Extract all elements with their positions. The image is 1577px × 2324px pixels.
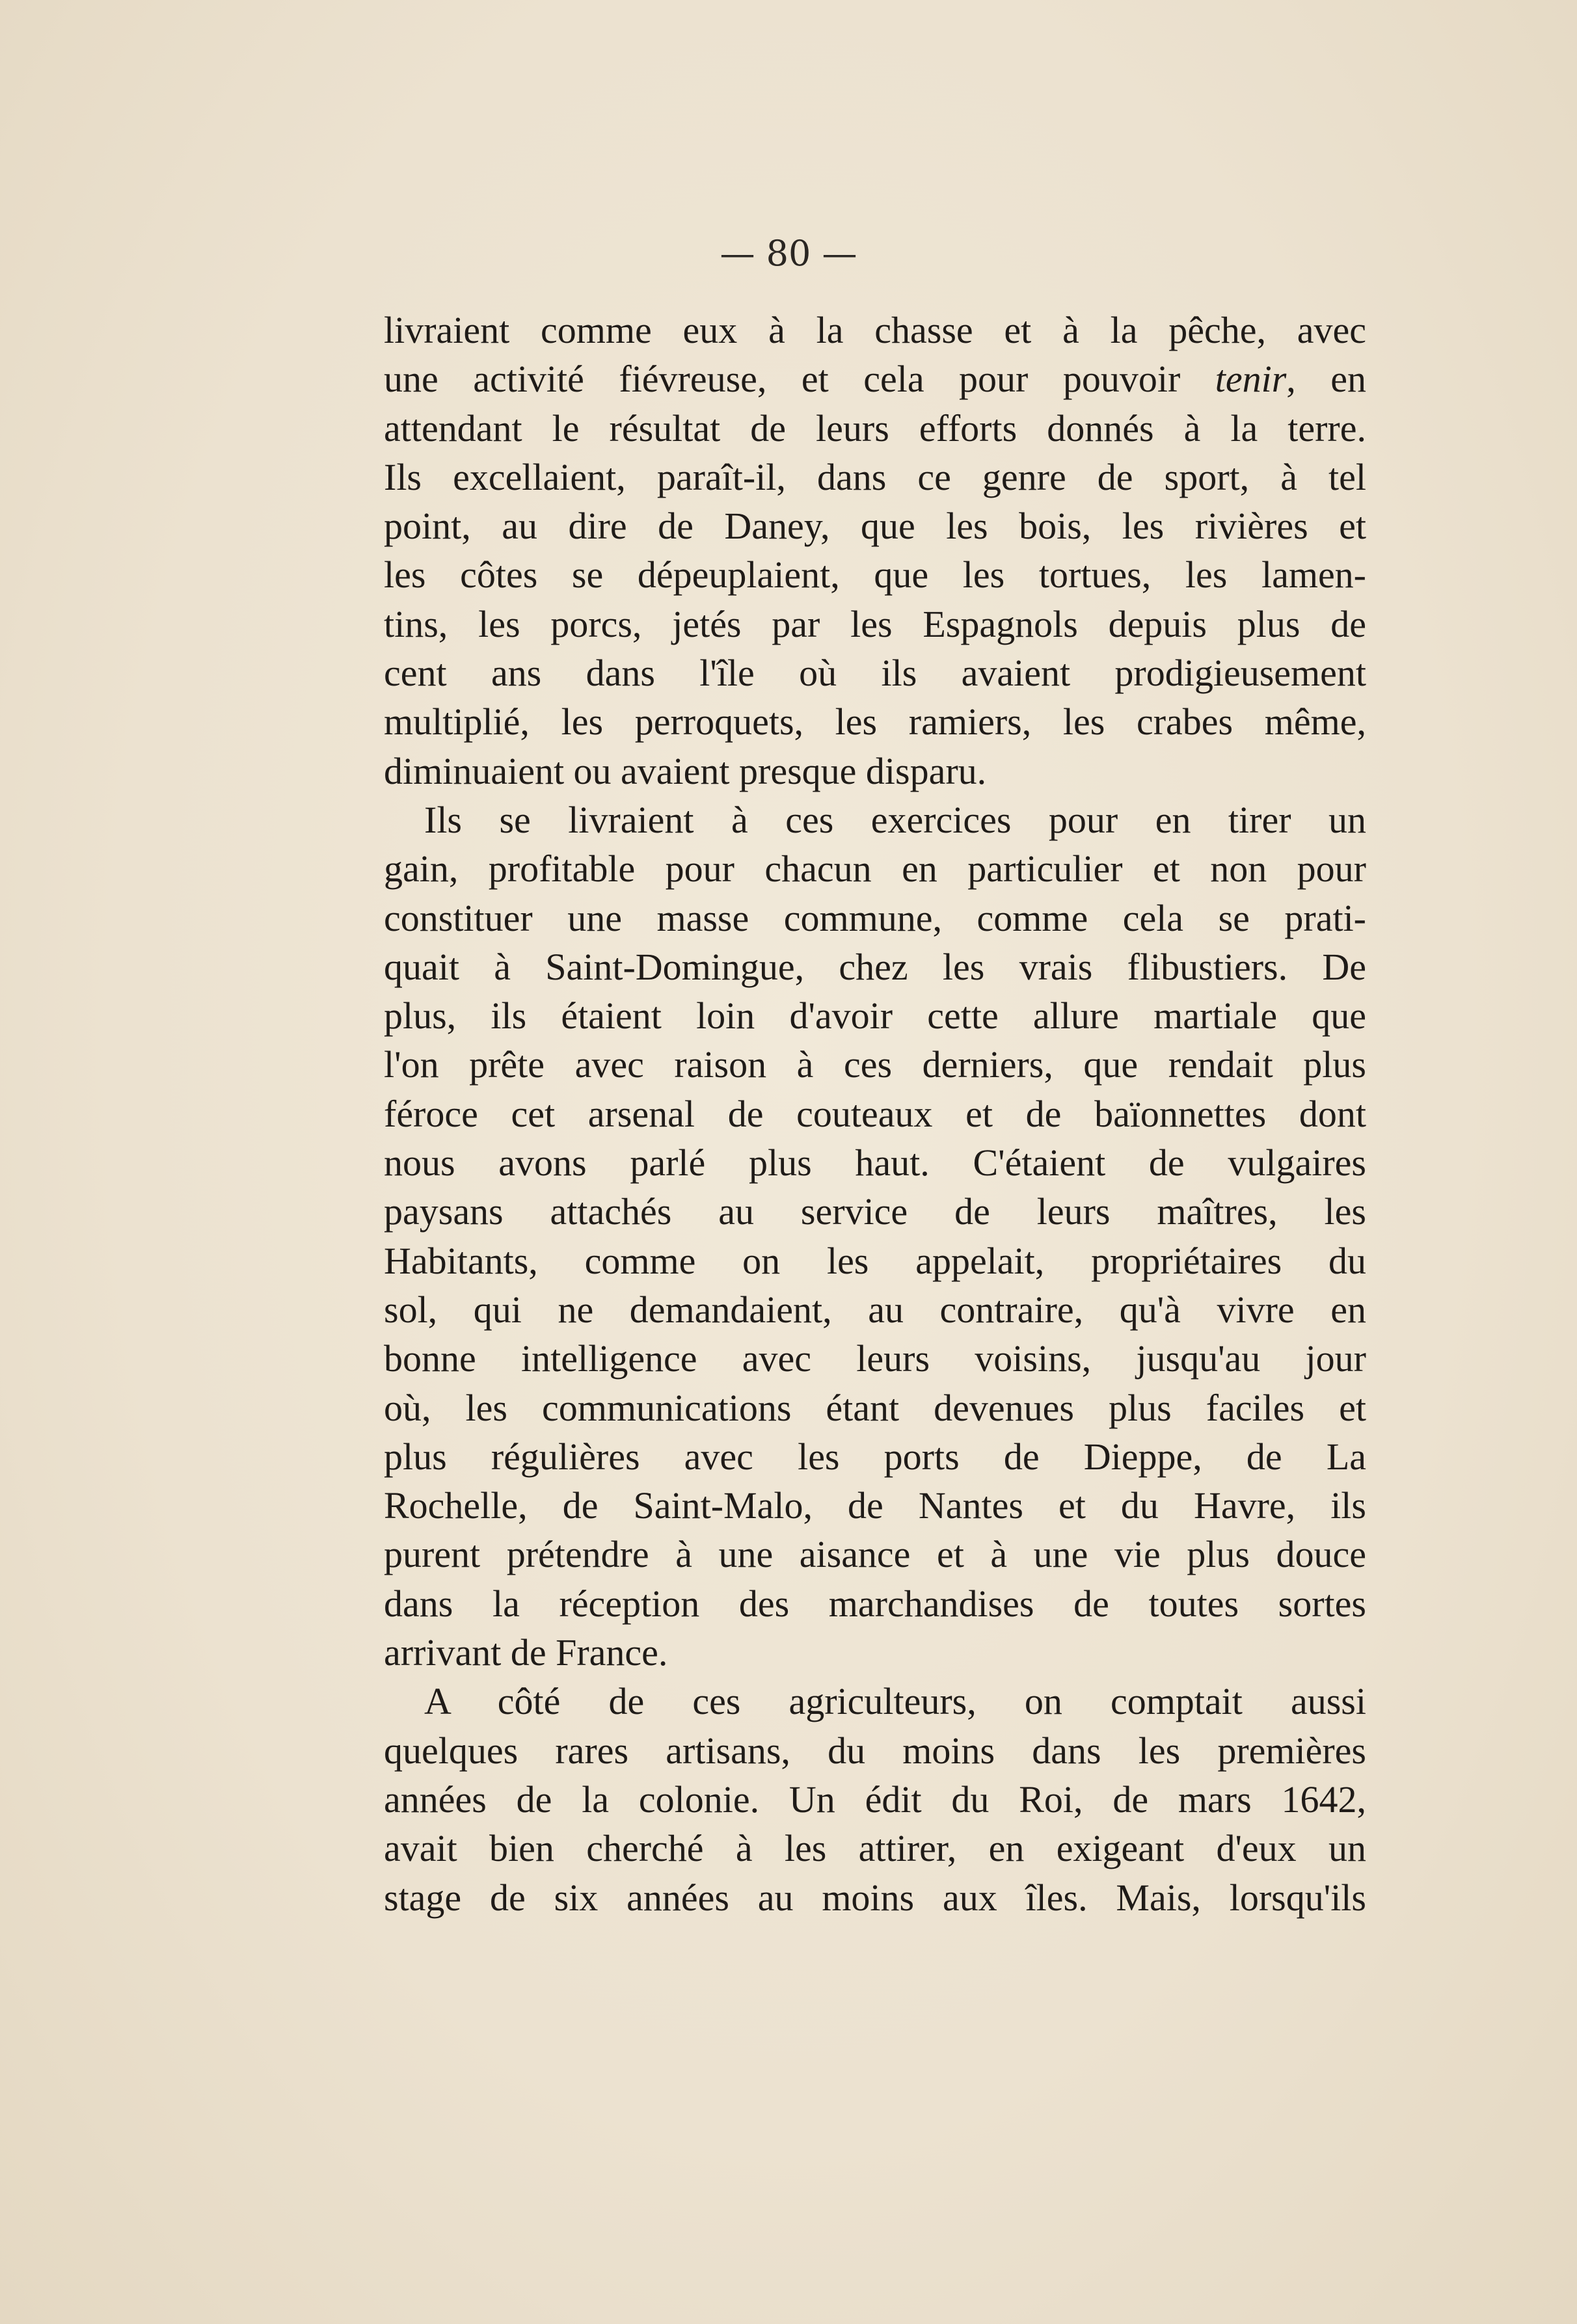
text-line: gain, profitable pour chacun en particulier et non pour bbox=[384, 848, 1366, 890]
text-line: les côtes se dépeuplaient, que les tortues, les lamen- bbox=[384, 554, 1366, 596]
text-line: quelques rares artisans, du moins dans les premières bbox=[384, 1729, 1366, 1772]
text-line: Ils excellaient, paraît-il, dans ce genre de sport, à tel bbox=[384, 455, 1366, 498]
text-line: Rochelle, de Saint-Malo, de Nantes et du Havre, ils bbox=[384, 1484, 1366, 1527]
text-line: diminuaient ou avaient presque disparu. bbox=[384, 749, 987, 792]
text-line-with-italic bbox=[384, 354, 1366, 403]
text-line: quait à Saint-Domingue, chez les vrais flibustiers. De bbox=[384, 945, 1366, 988]
text-line: paysans attachés au service de leurs maîtres, les bbox=[384, 1190, 1366, 1233]
text-line: féroce cet arsenal de couteaux et de baïonnettes dont bbox=[384, 1092, 1366, 1135]
body-text bbox=[384, 306, 1366, 1922]
text-line: constituer une masse commune, comme cela se prati- bbox=[384, 896, 1366, 939]
text-line: où, les communications étant devenues plus faciles et bbox=[384, 1386, 1366, 1429]
text-line: Ils se livraient à ces exercices pour en tirer un bbox=[424, 798, 1366, 841]
page-number: — 80 — bbox=[720, 233, 857, 274]
text-line: tins, les porcs, jetés par les Espagnols depuis plus de bbox=[384, 602, 1366, 645]
text-line: avait bien cherché à les attirer, en exigeant d'eux un bbox=[384, 1827, 1366, 1870]
italic-word: tenir bbox=[1215, 358, 1287, 401]
text-line: purent prétendre à une aisance et à une vie plus douce bbox=[384, 1533, 1366, 1576]
text-line: stage de six années au moins aux îles. Mais, lorsqu'ils bbox=[384, 1876, 1366, 1919]
text-line: bonne intelligence avec leurs voisins, jusqu'au jour bbox=[384, 1337, 1366, 1380]
text-line: point, au dire de Daney, que les bois, les rivières et bbox=[384, 505, 1366, 548]
text-line: nous avons parlé plus haut. C'étaient de vulgaires bbox=[384, 1142, 1366, 1184]
text-line: attendant le résultat de leurs efforts donnés à la terre. bbox=[384, 407, 1366, 449]
text-line: plus, ils étaient loin d'avoir cette allure martiale que bbox=[384, 995, 1366, 1037]
text-segment: , en bbox=[1286, 358, 1366, 401]
text-line: A côté de ces agriculteurs, on comptait aussi bbox=[424, 1680, 1366, 1723]
text-line: années de la colonie. Un édit du Roi, de mars 1642, bbox=[384, 1778, 1366, 1821]
text-line: livraient comme eux à la chasse et à la pêche, avec bbox=[384, 309, 1366, 351]
text-line: l'on prête avec raison à ces derniers, que rendait plus bbox=[384, 1043, 1366, 1086]
text-line: plus régulières avec les ports de Dieppe, de La bbox=[384, 1435, 1366, 1478]
text-line: dans la réception des marchandises de toutes sortes bbox=[384, 1582, 1366, 1625]
text-line: Habitants, comme on les appelait, propriétaires du bbox=[384, 1239, 1366, 1282]
text-segment: une activité fiévreuse, et cela pour pouvoir bbox=[384, 358, 1215, 401]
text-line: sol, qui ne demandaient, au contraire, qu'à vivre en bbox=[384, 1288, 1366, 1331]
text-line: multiplié, les perroquets, les ramiers, les crabes même, bbox=[384, 701, 1366, 743]
text-line: arrivant de France. bbox=[384, 1631, 668, 1674]
text-line: cent ans dans l'île où ils avaient prodigieusement bbox=[384, 652, 1366, 695]
